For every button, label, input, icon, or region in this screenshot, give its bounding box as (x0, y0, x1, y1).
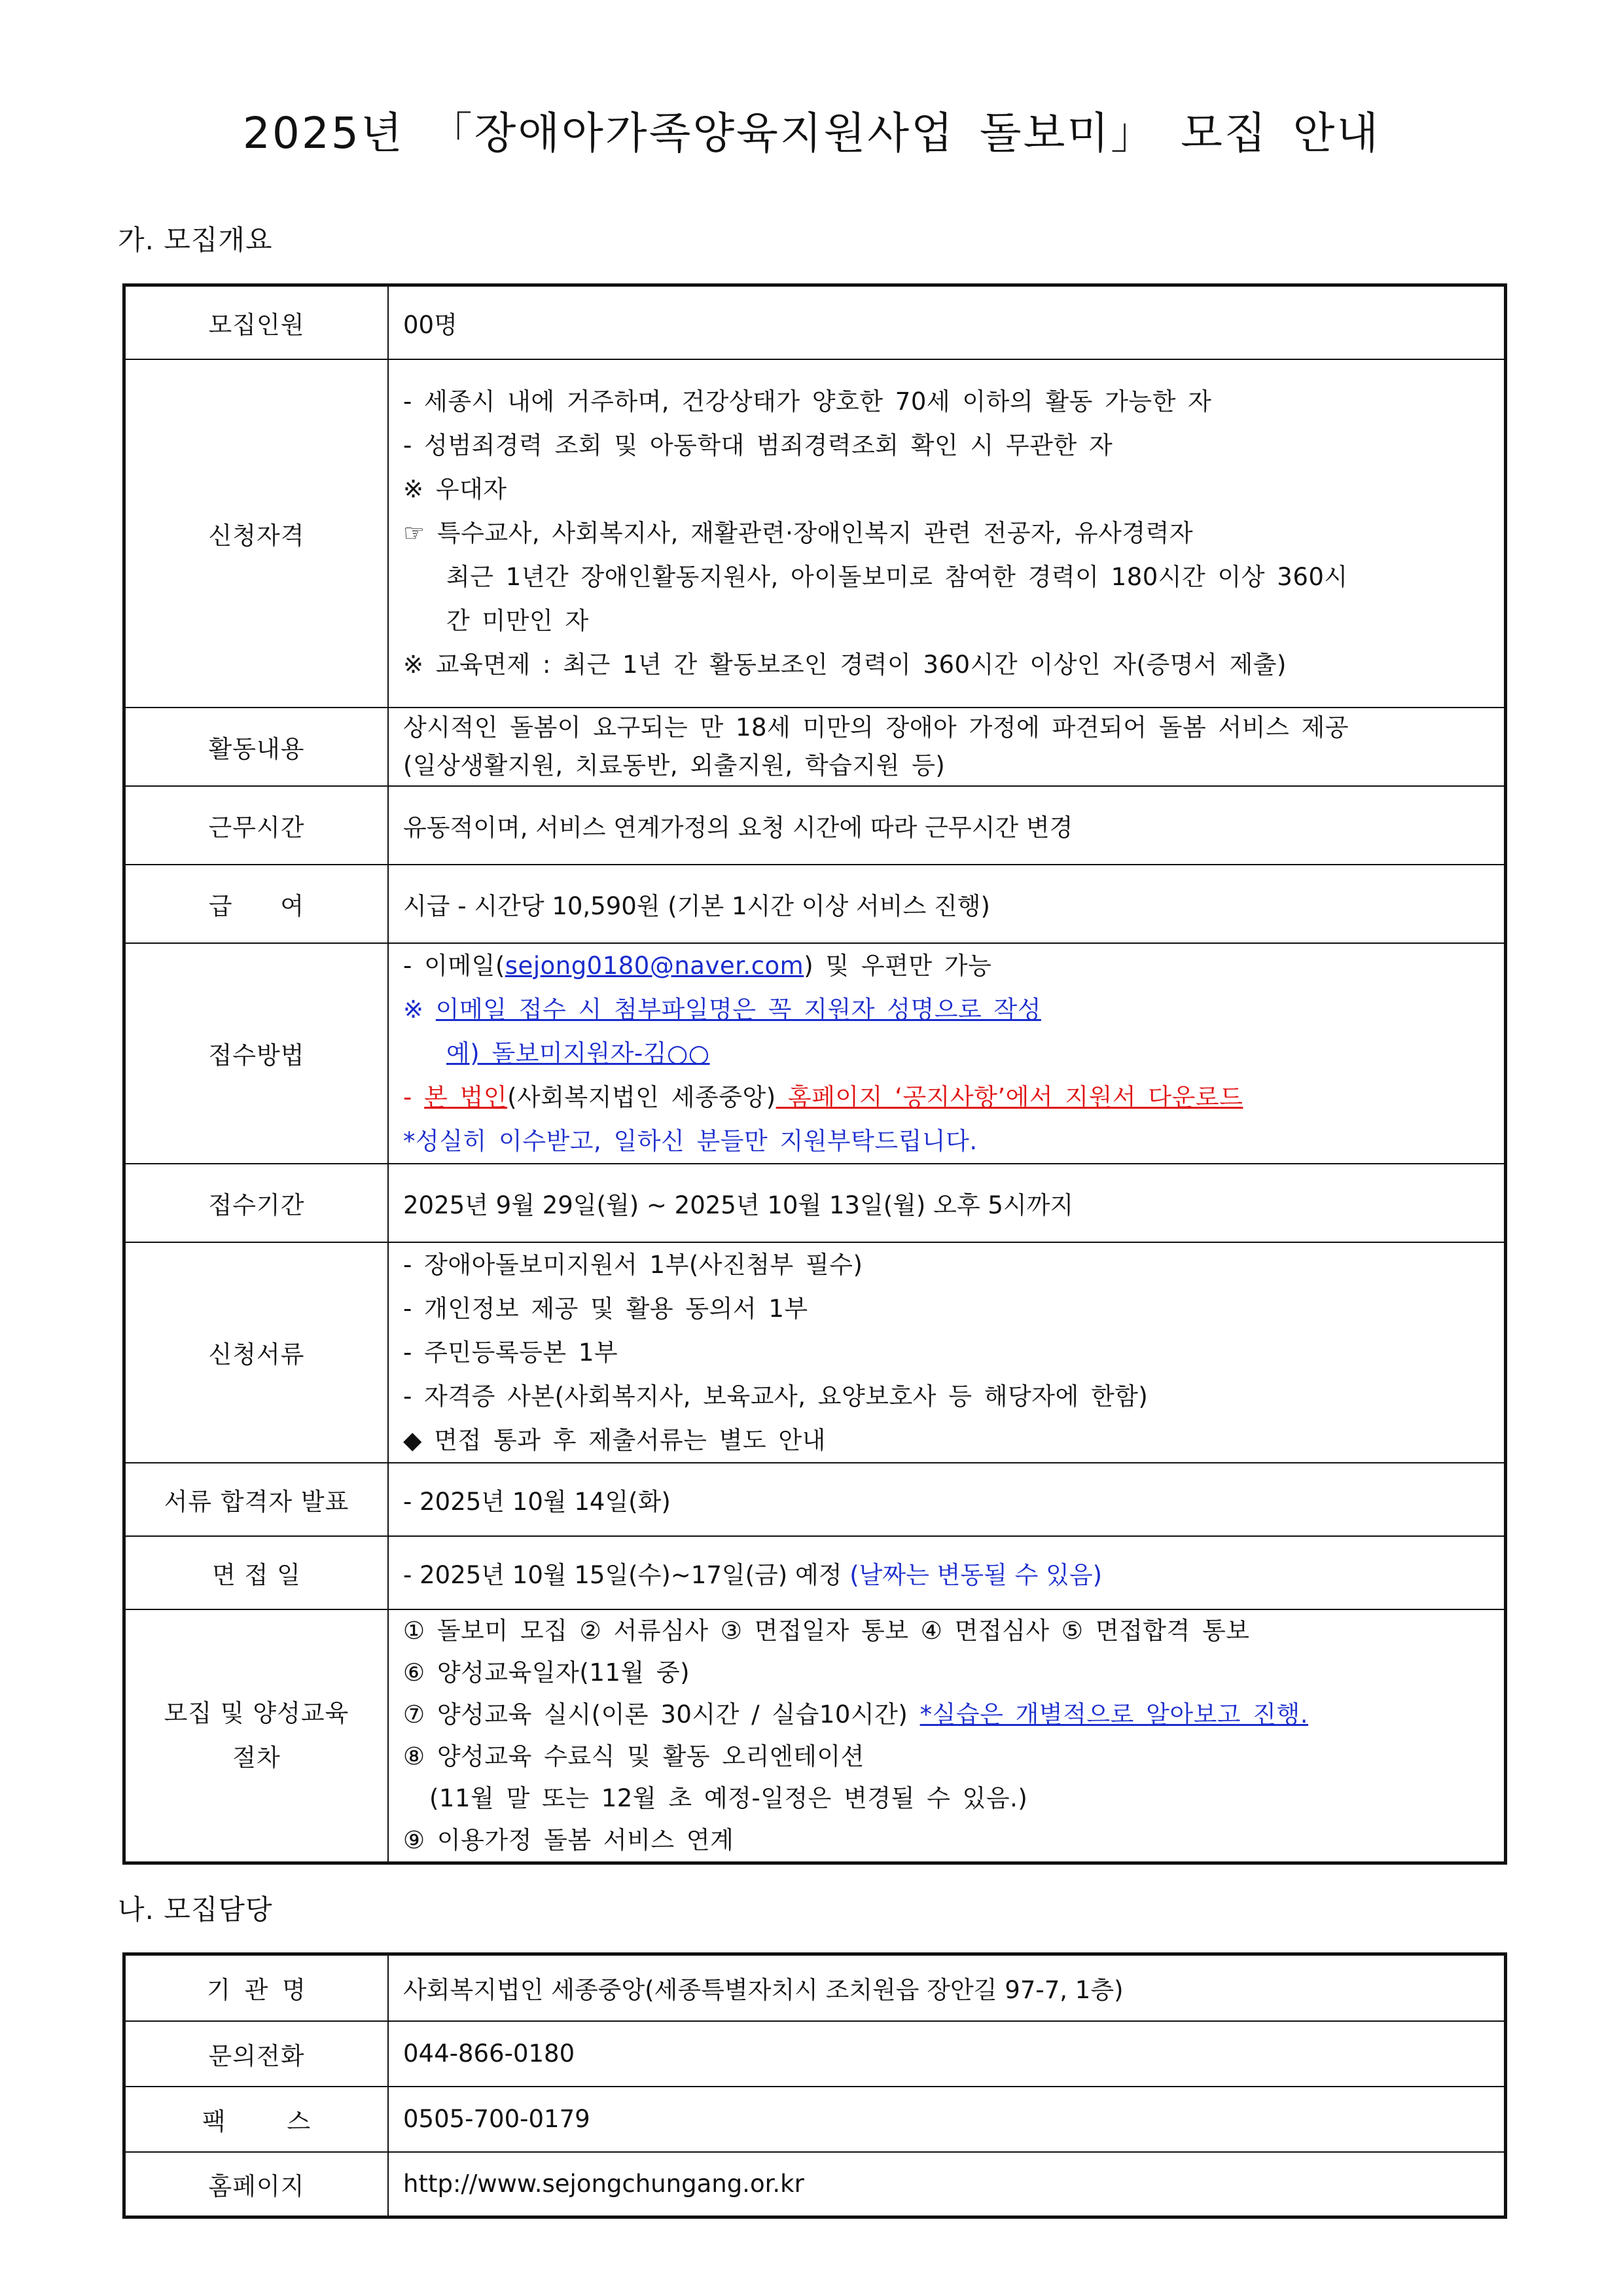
application-period-value: 2025년 9월 29일(월) ~ 2025년 10월 13일(월) 오후 5시까지 (388, 1164, 1506, 1242)
activity-line: (일상생활지원, 치료동반, 외출지원, 학습지원 등) (403, 751, 946, 780)
application-method-content (388, 943, 1506, 1164)
filename-note-line (403, 988, 1489, 1031)
fax-value: 0505-700-0179 (388, 2087, 1506, 2152)
procedure-line-prefix: ⑦ 양성교육 실시(이론 30시간 / 실습10시간) (403, 1700, 920, 1729)
doc-pass-value: - 2025년 10월 14일(화) (388, 1463, 1506, 1536)
corp-dash: - (403, 1083, 425, 1111)
row-organization (124, 1954, 1506, 2021)
procedure-line: ⑨ 이용가정 돌봄 서비스 연계 (403, 1825, 734, 1854)
row-application-method (124, 943, 1506, 1164)
row-fax (124, 2087, 1506, 2152)
application-period-label: 접수기간 (124, 1164, 389, 1242)
row-homepage (124, 2152, 1506, 2217)
phone-value: 044-866-0180 (388, 2021, 1506, 2087)
organization-value: 사회복지법인 세종중앙(세종특별자치시 조치원읍 장안길 97-7, 1층) (388, 1954, 1506, 2021)
eligibility-line: ※ 우대자 (403, 475, 507, 503)
doc-pass-label: 서류 합격자 발표 (124, 1463, 389, 1536)
activity-content (388, 708, 1506, 786)
eligibility-label: 신청자격 (124, 359, 389, 708)
recruit-count-label: 모집인원 (124, 285, 389, 359)
interview-value: - 2025년 10월 15일(수)~17일(금) 예정 (403, 1560, 850, 1589)
procedure-label-line: 절차 (232, 1743, 281, 1772)
row-activity (124, 708, 1506, 786)
row-doc-pass (124, 1463, 1506, 1536)
email-suffix: ) 및 우편만 가능 (804, 951, 992, 980)
row-salary (124, 865, 1506, 943)
document-line: - 개인정보 제공 및 활용 동의서 1부 (403, 1294, 808, 1323)
eligibility-content (388, 359, 1506, 708)
email-prefix: - 이메일( (403, 951, 505, 980)
interview-label: 면 접 일 (124, 1536, 389, 1609)
phone-label: 문의전화 (124, 2021, 389, 2087)
document-line: ◆ 면접 통과 후 제출서류는 별도 안내 (403, 1426, 826, 1454)
documents-label: 신청서류 (124, 1242, 389, 1463)
filename-example-text: 예) 돌보미지원자-김○○ (446, 1039, 710, 1067)
procedure-line (403, 1694, 1489, 1736)
corp-name: (사회복지법인 세종중앙) (507, 1083, 776, 1111)
salary-label: 급 여 (124, 865, 389, 943)
document-line: - 장애아돌보미지원서 1부(사진첨부 필수) (403, 1250, 863, 1279)
interview-content (388, 1536, 1506, 1609)
procedure-practice-note: *실습은 개별적으로 알아보고 진행. (919, 1700, 1309, 1729)
contact-table (122, 1952, 1507, 2219)
section-a-heading: 가. 모집개요 (118, 224, 273, 256)
homepage-label: 홈페이지 (124, 2152, 389, 2217)
page-title: 2025년 「장애아가족양육지원사업 돌보미」 모집 안내 (242, 108, 1381, 158)
homepage-link[interactable]: http://www.sejongchungang.or.kr (388, 2152, 1506, 2217)
row-work-hours (124, 786, 1506, 865)
work-hours-value: 유동적이며, 서비스 연계가정의 요청 시간에 따라 근무시간 변경 (388, 786, 1506, 865)
procedure-line: ⑧ 양성교육 수료식 및 활동 오리엔테이션 (403, 1742, 865, 1770)
fax-label: 팩 스 (124, 2087, 389, 2152)
row-recruit-count (124, 285, 1506, 359)
procedure-line: ⑥ 양성교육일자(11월 중) (403, 1658, 690, 1687)
documents-content (388, 1242, 1506, 1463)
activity-label: 활동내용 (124, 708, 389, 786)
procedure-content (388, 1609, 1506, 1863)
procedure-label (124, 1609, 389, 1863)
procedure-line: (11월 말 또는 12월 초 예정-일정은 변경될 수 있음.) (429, 1784, 1028, 1812)
filename-example-line (403, 1031, 1489, 1075)
row-phone (124, 2021, 1506, 2087)
sincere-line: *성실히 이수받고, 일하신 분들만 지원부탁드립니다. (403, 1126, 978, 1155)
procedure-line: ① 돌보미 모집 ② 서류심사 ③ 면접일자 통보 ④ 면접심사 ⑤ 면접합격 통보 (403, 1616, 1250, 1645)
row-documents (124, 1242, 1506, 1463)
eligibility-line: 최근 1년간 장애인활동지원사, 아이돌보미로 참여한 경력이 180시간 이상 360시 (446, 563, 1348, 591)
document-line: - 자격증 사본(사회복지사, 보육교사, 요양보호사 등 해당자에 한함) (403, 1382, 1149, 1410)
row-procedure (124, 1609, 1506, 1863)
eligibility-line: - 세종시 내에 거주하며, 건강상태가 양호한 70세 이하의 활동 가능한 자 (403, 387, 1212, 416)
note-mark: ※ (403, 995, 424, 1024)
eligibility-line: 간 미만인 자 (446, 607, 589, 635)
eligibility-line: ☞ 특수교사, 사회복지사, 재활관련·장애인복지 관련 전공자, 유사경력자 (403, 519, 1194, 547)
activity-line: 상시적인 돌봄이 요구되는 만 18세 미만의 장애아 가정에 파견되어 돌봄 서비스 제공 (403, 713, 1349, 742)
recruitment-overview-table (122, 283, 1507, 1865)
procedure-label-line: 모집 및 양성교육 (164, 1698, 349, 1727)
section-b-heading: 나. 모집담당 (118, 1893, 273, 1926)
filename-note-text: 이메일 접수 시 첨부파일명은 꼭 지원자 성명으로 작성 (435, 995, 1041, 1024)
email-line (403, 944, 1489, 988)
interview-note: (날짜는 변동될 수 있음) (849, 1560, 1103, 1589)
work-hours-label: 근무시간 (124, 786, 389, 865)
download-line (403, 1075, 1489, 1119)
row-interview (124, 1536, 1506, 1609)
email-link[interactable]: sejong0180@naver.com (505, 951, 804, 980)
recruit-count-value: 00명 (388, 285, 1506, 359)
row-application-period (124, 1164, 1506, 1242)
row-eligibility (124, 359, 1506, 708)
organization-label: 기 관 명 (124, 1954, 389, 2021)
salary-value: 시급 - 시간당 10,590원 (기본 1시간 이상 서비스 진행) (388, 865, 1506, 943)
document-line: - 주민등록등본 1부 (403, 1338, 618, 1367)
application-method-label: 접수방법 (124, 943, 389, 1164)
corp-rest: 홈페이지 ‘공지사항’에서 지원서 다운로드 (776, 1083, 1243, 1111)
eligibility-line: ※ 교육면제 : 최근 1년 간 활동보조인 경력이 360시간 이상인 자(증명서 제출) (403, 651, 1287, 679)
corp-word: 본 법인 (424, 1083, 508, 1111)
eligibility-line: - 성범죄경력 조회 및 아동학대 범죄경력조회 확인 시 무관한 자 (403, 431, 1113, 459)
